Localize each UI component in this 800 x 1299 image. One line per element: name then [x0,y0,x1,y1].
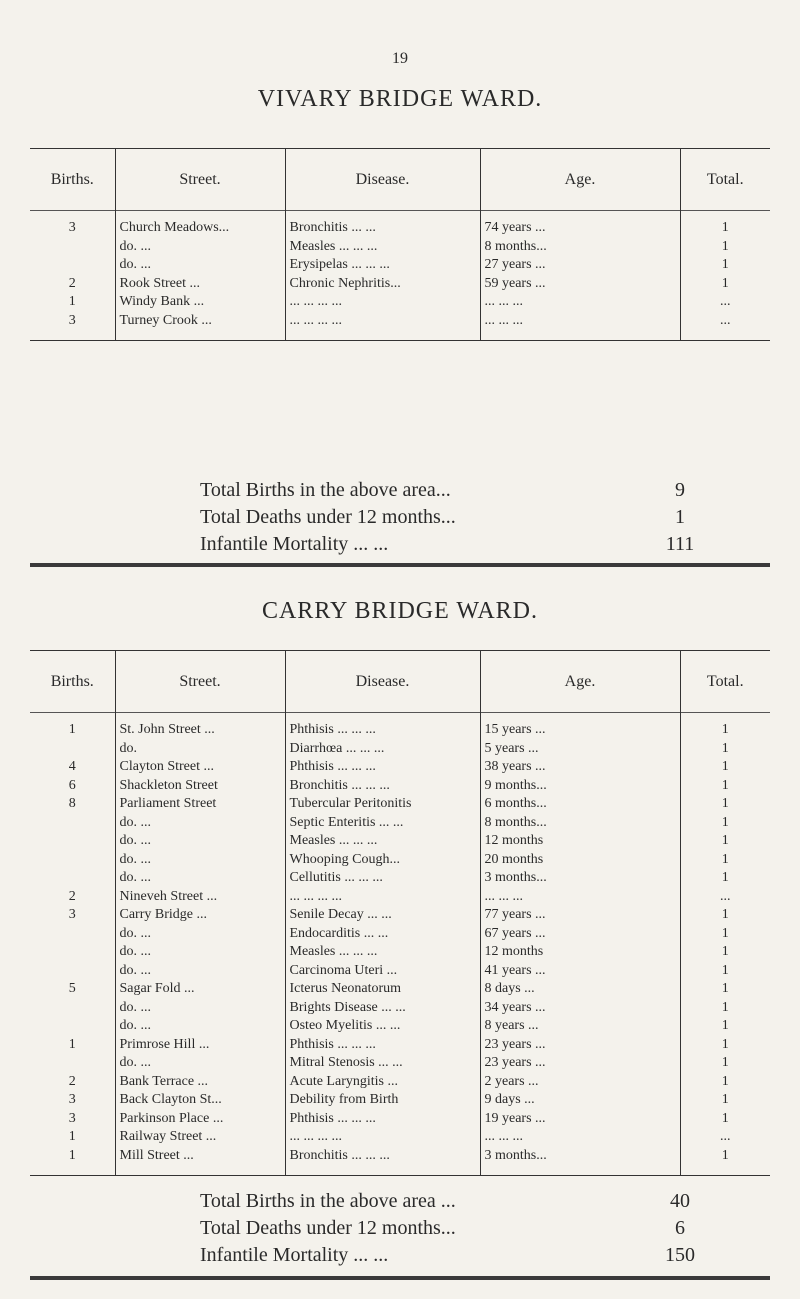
table-row [30,1017,770,1036]
total-cell: 1 [680,832,770,851]
summary-mortality-value: 150 [665,1244,695,1266]
street-cell: Sagar Fold ... [115,980,285,999]
disease-cell: ... ... ... ... [285,888,480,907]
total-cell: 1 [680,777,770,796]
births-cell [30,1017,115,1036]
bottom-rule [30,1276,770,1280]
total-cell: 1 [680,1091,770,1110]
total-cell: 1 [680,795,770,814]
births-cell: 6 [68,777,76,793]
header-street: Street. [115,651,285,713]
street-cell: do. ... [115,962,285,981]
disease-cell: Carcinoma Uteri ... [285,962,480,981]
total-cell: 1 [680,1147,770,1166]
table-row [30,1036,770,1055]
street-cell: Church Meadows... [115,219,285,238]
total-cell: 1 [680,256,770,275]
summary-births-value: 9 [675,479,685,501]
births-cell [30,832,115,851]
births-cell: 1 [68,1147,76,1163]
total-cell: ... [680,293,770,312]
births-cell [30,943,115,962]
births-cell [30,851,115,870]
age-cell: 27 years ... [480,256,680,275]
ward-summary-vivary [200,477,700,558]
age-cell: 9 days ... [480,1091,680,1110]
total-cell: 1 [680,869,770,888]
births-cell: 3 [68,312,76,328]
total-cell: 1 [680,740,770,759]
table-row [30,1091,770,1110]
table-row [30,999,770,1018]
header-disease: Disease. [285,149,480,211]
age-cell: ... ... ... [480,1128,680,1147]
disease-cell: Measles ... ... ... [285,238,480,257]
births-cell: 3 [68,220,76,235]
table-row [30,906,770,925]
total-cell: 1 [680,814,770,833]
street-cell: Nineveh Street ... [115,888,285,907]
header-total: Total. [680,651,770,713]
age-cell: 2 years ... [480,1073,680,1092]
age-cell: 19 years ... [480,1110,680,1129]
table-row [30,1110,770,1129]
table-row [30,1128,770,1147]
summary-deaths-value: 6 [675,1217,685,1239]
table-row [30,980,770,999]
disease-cell: Icterus Neonatorum [285,980,480,999]
street-cell: do. ... [115,832,285,851]
street-cell: Railway Street ... [115,1128,285,1147]
summary-mortality-label: Infantile Mortality ... ... [200,1244,389,1266]
age-cell: ... ... ... [480,888,680,907]
age-cell: 23 years ... [480,1036,680,1055]
total-cell: ... [680,312,770,331]
table-row [30,758,770,777]
disease-cell: Endocarditis ... ... [285,925,480,944]
ward-title-carry: CARRY BRIDGE WARD. [261,598,539,624]
street-cell: Parkinson Place ... [115,1110,285,1129]
summary-births-value: 40 [670,1190,690,1212]
disease-cell: ... ... ... ... [285,312,480,331]
births-cell: 1 [68,1129,76,1144]
births-cell: 1 [68,294,76,309]
age-cell: 3 months... [480,1147,680,1166]
births-cell [30,814,115,833]
age-cell: 8 months... [480,814,680,833]
age-cell: ... ... ... [480,293,680,312]
summary-births-label: Total Births in the above area ... [200,1190,456,1212]
header-age: Age. [480,651,680,713]
total-cell: 1 [680,1036,770,1055]
disease-cell: Acute Laryngitis ... [285,1073,480,1092]
age-cell: 67 years ... [480,925,680,944]
disease-cell: Diarrhœa ... ... ... [285,740,480,759]
street-cell: do. ... [115,1054,285,1073]
births-cell [30,962,115,981]
street-cell: Mill Street ... [115,1147,285,1166]
street-cell: do. ... [115,814,285,833]
table-row [30,777,770,796]
summary-births-label: Total Births in the above area... [200,479,451,501]
page-number: 19 [392,50,408,67]
street-cell: Primrose Hill ... [115,1036,285,1055]
total-cell: 1 [680,851,770,870]
disease-cell: ... ... ... ... [285,1128,480,1147]
section-divider-rule [30,563,770,567]
births-cell [30,999,115,1018]
age-cell: 12 months [480,943,680,962]
table-row [30,851,770,870]
total-cell: 1 [680,275,770,294]
table-row [30,1054,770,1073]
age-cell: 23 years ... [480,1054,680,1073]
age-cell: 15 years ... [480,721,680,740]
disease-cell: Bronchitis ... ... ... [285,777,480,796]
table-row [30,869,770,888]
street-cell: do. ... [115,851,285,870]
total-cell: ... [680,1128,770,1147]
header-street: Street. [115,149,285,211]
table-row [30,832,770,851]
table-row [30,219,770,238]
disease-cell: Erysipelas ... ... ... [285,256,480,275]
total-cell: 1 [680,925,770,944]
births-cell: 4 [68,759,76,774]
total-cell: 1 [680,758,770,777]
total-cell: 1 [680,219,770,238]
street-cell: Shackleton Street [115,777,285,796]
disease-cell: Tubercular Peritonitis [285,795,480,814]
street-cell: Clayton Street ... [115,758,285,777]
births-cell: 3 [68,1092,76,1107]
births-cell [30,1054,115,1073]
street-cell: Carry Bridge ... [115,906,285,925]
age-cell: 20 months [480,851,680,870]
births-cell [30,238,115,257]
disease-cell: Phthisis ... ... ... [285,1036,480,1055]
total-cell: 1 [680,999,770,1018]
births-cell [30,869,115,888]
table-row [30,275,770,294]
disease-cell: Bronchitis ... ... [285,219,480,238]
disease-cell: Senile Decay ... ... [285,906,480,925]
street-cell: Bank Terrace ... [115,1073,285,1092]
births-cell: 3 [68,907,76,922]
summary-mortality-label: Infantile Mortality ... ... [200,533,389,555]
births-cell: 3 [68,1110,76,1126]
births-cell: 2 [68,888,76,904]
age-cell: 8 days ... [480,980,680,999]
ward-title-vivary: VIVARY BRIDGE WARD. [257,86,543,112]
disease-cell: Brights Disease ... ... [285,999,480,1018]
summary-deaths-label: Total Deaths under 12 months... [200,506,456,528]
street-cell: do. ... [115,999,285,1018]
births-cell: 8 [68,796,76,811]
total-cell: ... [680,888,770,907]
table-row [30,962,770,981]
disease-cell: Whooping Cough... [285,851,480,870]
street-cell: do. ... [115,1017,285,1036]
table-row [30,256,770,275]
disease-cell: Measles ... ... ... [285,943,480,962]
total-cell: 1 [680,1110,770,1129]
total-cell: 1 [680,721,770,740]
total-cell: 1 [680,962,770,981]
ward-summary-carry [200,1188,700,1269]
disease-cell: Cellutitis ... ... ... [285,869,480,888]
table-row [30,1147,770,1166]
total-cell: 1 [680,980,770,999]
births-cell: 2 [68,275,76,291]
births-cell [30,740,115,759]
street-cell: do. [115,740,285,759]
disease-cell: Phthisis ... ... ... [285,721,480,740]
table-row [30,943,770,962]
age-cell: 77 years ... [480,906,680,925]
age-cell: 41 years ... [480,962,680,981]
total-cell: 1 [680,1073,770,1092]
street-cell: do. ... [115,943,285,962]
table-row [30,238,770,257]
births-cell [30,925,115,944]
table-row [30,1073,770,1092]
ward-table-carry [30,650,770,1176]
disease-cell: Phthisis ... ... ... [285,758,480,777]
total-cell: 1 [680,943,770,962]
street-cell: Rook Street ... [115,275,285,294]
age-cell: 9 months... [480,777,680,796]
ward-table-vivary [30,148,770,341]
summary-deaths-value: 1 [675,506,685,528]
births-cell: 5 [68,981,76,996]
table-row [30,312,770,331]
disease-cell: ... ... ... ... [285,293,480,312]
header-births: Births. [50,672,94,690]
total-cell: 1 [680,906,770,925]
age-cell: 12 months [480,832,680,851]
summary-deaths-label: Total Deaths under 12 months... [200,1217,456,1239]
street-cell: Turney Crook ... [115,312,285,331]
disease-cell: Mitral Stenosis ... ... [285,1054,480,1073]
street-cell: do. ... [115,256,285,275]
table-row [30,740,770,759]
disease-cell: Debility from Birth [285,1091,480,1110]
disease-cell: Measles ... ... ... [285,832,480,851]
total-cell: 1 [680,238,770,257]
disease-cell: Septic Enteritis ... ... [285,814,480,833]
disease-cell: Phthisis ... ... ... [285,1110,480,1129]
disease-cell: Osteo Myelitis ... ... [285,1017,480,1036]
births-cell: 1 [68,722,76,737]
age-cell: 8 years ... [480,1017,680,1036]
header-age: Age. [480,149,680,211]
births-cell [30,256,115,275]
table-row [30,795,770,814]
table-row [30,814,770,833]
age-cell: 8 months... [480,238,680,257]
street-cell: Windy Bank ... [115,293,285,312]
street-cell: Parliament Street [115,795,285,814]
age-cell: ... ... ... [480,312,680,331]
table-row [30,293,770,312]
age-cell: 38 years ... [480,758,680,777]
age-cell: 74 years ... [480,219,680,238]
summary-mortality-value: 111 [665,533,695,555]
total-cell: 1 [680,1017,770,1036]
age-cell: 6 months... [480,795,680,814]
street-cell: Back Clayton St... [115,1091,285,1110]
street-cell: St. John Street ... [115,721,285,740]
table-row [30,888,770,907]
street-cell: do. ... [115,869,285,888]
header-total: Total. [680,149,770,211]
header-births: Births. [50,170,94,188]
table-row [30,925,770,944]
header-disease: Disease. [285,651,480,713]
disease-cell: Bronchitis ... ... ... [285,1147,480,1166]
births-cell: 1 [68,1036,76,1052]
total-cell: 1 [680,1054,770,1073]
street-cell: do. ... [115,238,285,257]
age-cell: 5 years ... [480,740,680,759]
disease-cell: Chronic Nephritis... [285,275,480,294]
table-row [30,721,770,740]
street-cell: do. ... [115,925,285,944]
age-cell: 34 years ... [480,999,680,1018]
births-cell: 2 [68,1073,76,1089]
age-cell: 3 months... [480,869,680,888]
age-cell: 59 years ... [480,275,680,294]
